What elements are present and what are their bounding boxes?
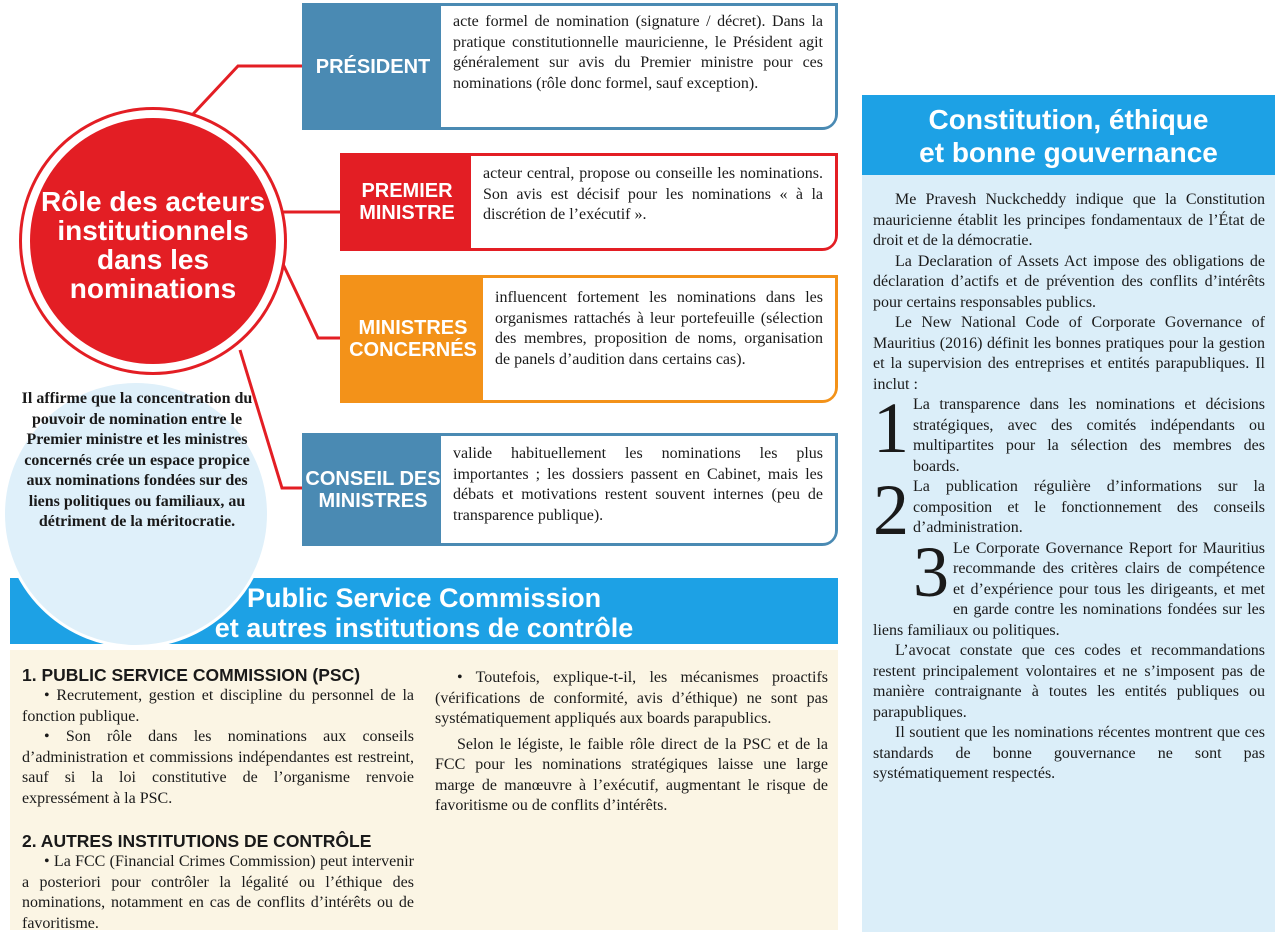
connector-ministres	[282, 262, 340, 338]
gov-paragraph: Le New National Code of Corporate Governance of Mauritius (2016) définit les bonnes pratiques pour la gestion et la supervision des entreprises et entités parapubliques. Il inclut :	[873, 314, 1265, 393]
psc-header-line2: et autres institutions de contrôle	[214, 613, 634, 643]
gov-paragraph: La Declaration of Assets Act impose des obligations de déclaration d’actifs et de prévention des conflits d’intérêts pour certains responsables publics.	[873, 252, 1265, 311]
actor-label: MINISTRES CONCERNÉS	[349, 317, 477, 361]
quote-circle	[2, 380, 270, 648]
numbered-item	[873, 531, 1265, 642]
item-text: La publication régulière d’informations sur la composition et le fonctionnement des conseils d’administration.	[913, 478, 1265, 536]
actor-label: PREMIER MINISTRE	[359, 180, 455, 224]
governance-text	[873, 190, 1265, 785]
psc-heading-2: 2. AUTRES INSTITUTIONS DE CONTRÔLE	[22, 831, 372, 851]
actor-description: acte formel de nomination (signature / décret). Dans la pratique constitutionnelle mauricienne, le Président agit généralement sur avis du Premier ministre pour ces nominations (rôle donc formel, sauf exception).	[441, 6, 835, 127]
actor-premier-ministre	[340, 153, 838, 251]
psc-heading-1: 1. PUBLIC SERVICE COMMISSION (PSC)	[22, 665, 361, 685]
actor-president	[302, 3, 838, 130]
actor-conseil-des-ministres	[302, 433, 838, 546]
gov-header-line1: Constitution, éthique	[928, 104, 1209, 135]
actor-description: acteur central, propose ou conseille les nominations. Son avis est décisif pour les nominations « à la discrétion de l’exécutif ».	[471, 156, 835, 248]
psc-paragraph: • Recrutement, gestion et discipline du personnel de la fonction publique.	[22, 687, 414, 725]
psc-right-column	[435, 668, 828, 817]
numbered-item	[873, 388, 1265, 477]
central-title: Rôle des acteurs institutionnels dans les nominations	[40, 186, 266, 304]
item-text: La transparence dans les nominations et décisions stratégiques, avec des comités indépendants ou multipartites pour la sélection des membres des boards.	[913, 396, 1265, 475]
governance-section-header	[862, 95, 1275, 175]
actor-label: CONSEIL DES MINISTRES	[305, 467, 441, 512]
central-title-circle	[22, 110, 284, 372]
gov-header-line2: et bonne gouvernance	[919, 137, 1218, 168]
actor-description: influencent fortement les nominations dans les organismes rattachés à leur portefeuille (sélection des membres, proposition de noms, organisation de panels d’audition dans certains cas).	[483, 278, 835, 400]
item-number: 2	[873, 470, 909, 550]
actor-description: valide habituellement les nominations les plus importantes ; les dossiers passent en Cabinet, mais les débats et motivations restent souvent internes (peu de transparence publique).	[441, 436, 835, 543]
gov-paragraph: Il soutient que les nominations récentes montrent que ces standards de bonne gouvernance ne sont pas systématiquement respectés.	[873, 724, 1265, 782]
numbered-item	[873, 470, 1265, 550]
psc-paragraph: • La FCC (Financial Crimes Commission) peut intervenir a posteriori pour contrôler la légalité ou l’éthique des nominations, notamment en cas de conflits d’intérêts ou de favoritisme.	[22, 853, 414, 932]
gov-paragraph: L’avocat constate que ces codes et recommandations restent principalement volontaires et ne s’imposent pas de manière contraignante à toutes les entités publiques ou parapubliques.	[873, 642, 1265, 721]
psc-paragraph: • Son rôle dans les nominations aux conseils d’administration et commissions indépendantes est restreint, sauf si la loi constitutive de l’organisme renvoie expressément à la PSC.	[22, 728, 414, 807]
psc-paragraph: • Toutefois, explique-t-il, les mécanismes proactifs (vérifications de conformité, avis d’éthique) ne sont pas systématiquement appliqués aux boards parapublics.	[435, 669, 828, 727]
item-number: 3	[913, 531, 949, 612]
actor-label: PRÉSIDENT	[315, 55, 431, 78]
psc-left-column	[22, 664, 414, 934]
psc-paragraph: Selon le légiste, le faible rôle direct de la PSC et de la FCC pour les nominations stratégiques laisse une large marge de manœuvre à l’exécutif, augmentant le risque de favoritisme ou de conflits d’intérêts.	[435, 735, 828, 814]
psc-header-line1: Public Service Commission	[246, 583, 602, 613]
item-text: Le Corporate Governance Report for Mauritius recommande des critères clairs de compétence et d’expérience pour tous les dirigeants, et met en garde contre les nominations fondées sur les liens familiaux ou politiques.	[873, 539, 1265, 639]
gov-paragraph: Me Pravesh Nuckcheddy indique que la Constitution mauricienne établit les principes fondamentaux de l’État de droit et de la démocratie.	[873, 191, 1265, 249]
quote-text: Il affirme que la concentration du pouvoir de nomination entre le Premier ministre et les ministres concernés crée un espace propice aux nominations fondées sur des liens politiques ou familiaux, au détriment de la méritocratie.	[21, 390, 253, 530]
item-number: 1	[873, 388, 909, 468]
actor-ministres-concernes	[340, 275, 838, 403]
